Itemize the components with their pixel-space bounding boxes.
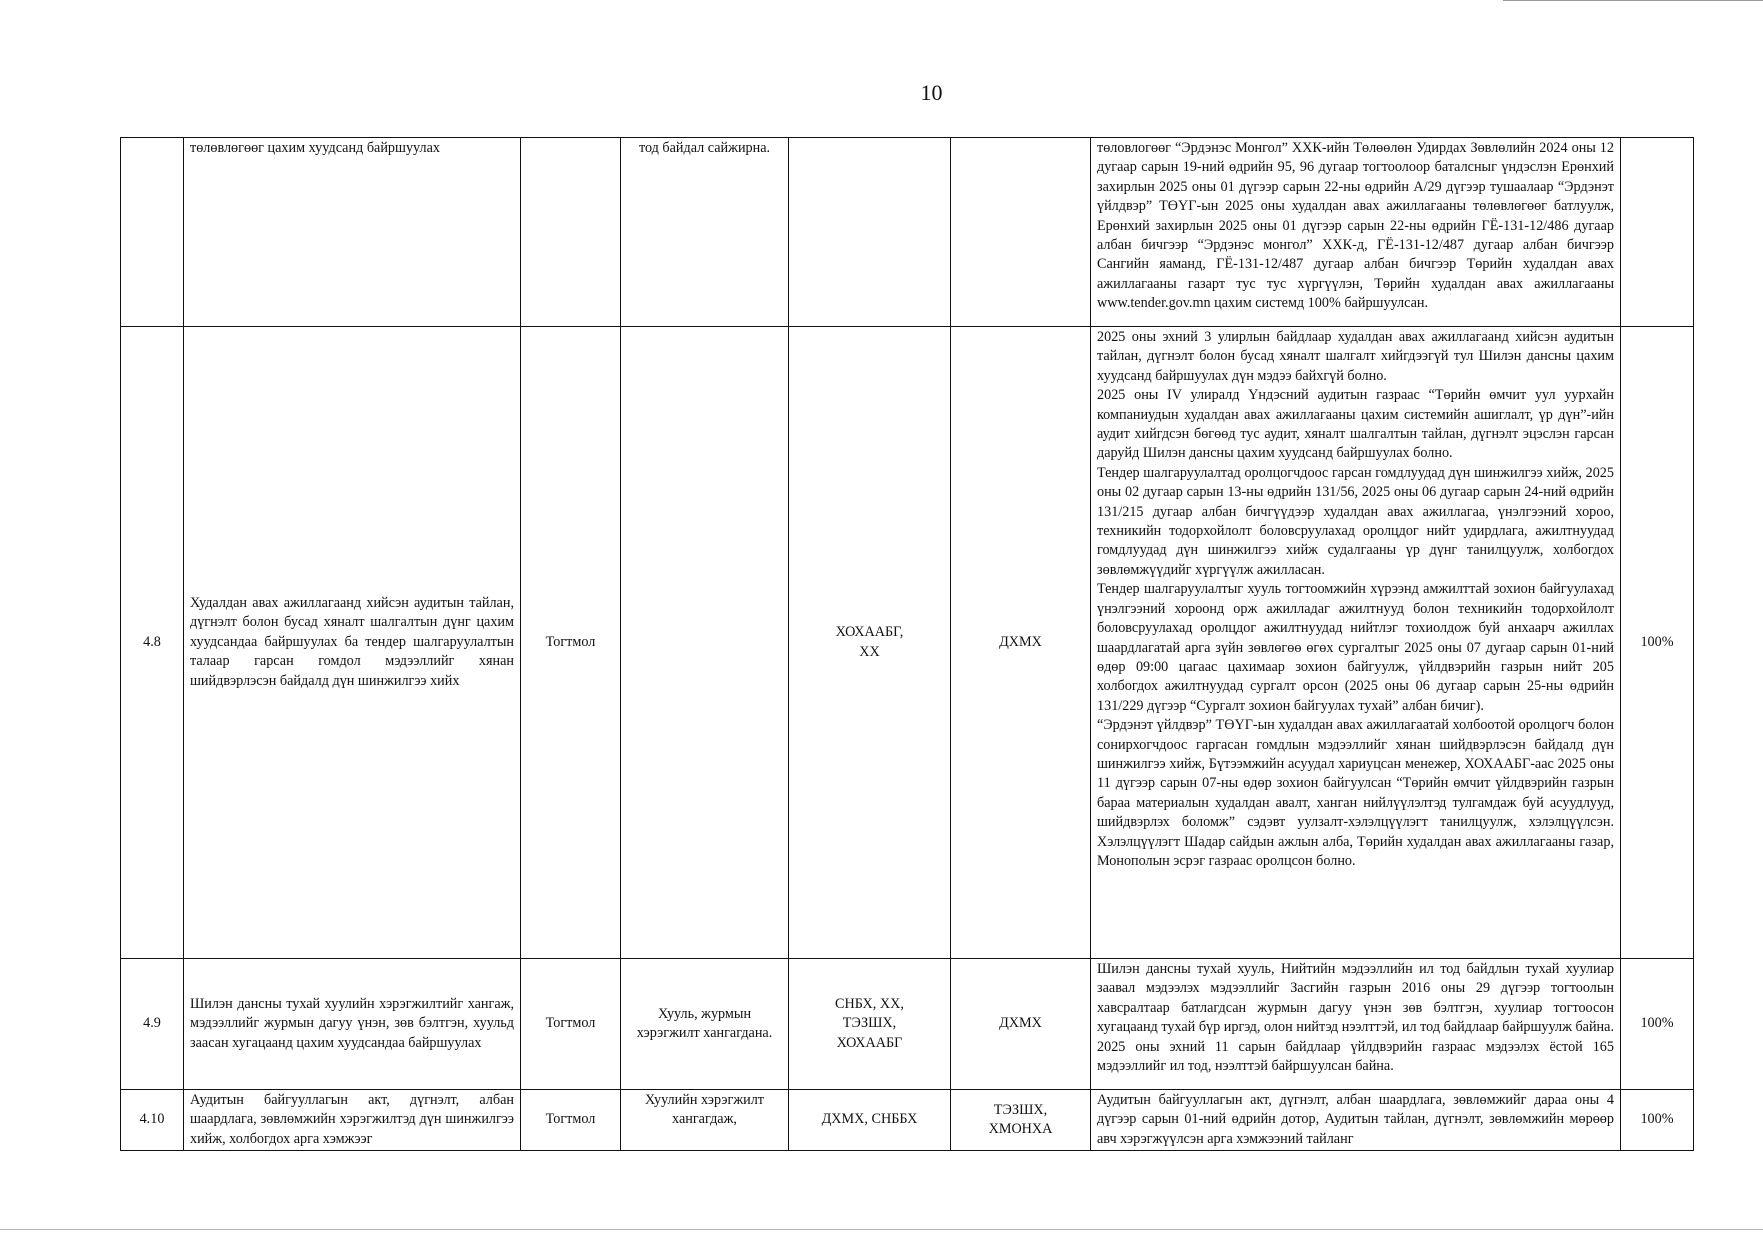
scan-edge-line — [1503, 0, 1763, 2]
outcome-cell: Хууль, журмын хэрэгжилт хангагдана. — [621, 959, 789, 1090]
progress-paragraph: 2025 оны IV улиралд Үндэсний аудитын газраас “Төрийн өмчит уул уурхайн компаниудын худалдан авах ажиллагааны цахим системийн ашиглалт, үр дүн”-ийн аудит хийгдсэн бөгөөд тус аудит, хяналт шалгалтын тайлан, дүгнэлт эцэслэн гарсан даруйд Шилэн дансны цахим хуудсанд байршуулах болно. — [1097, 387, 1614, 462]
percent-cell — [1621, 138, 1694, 327]
outcome-cell — [621, 327, 789, 959]
responsible-cell: СНБХ, ХХ, ТЭЗШХ, ХОХААБГ — [789, 959, 951, 1090]
coordinator-cell — [951, 138, 1091, 327]
progress-paragraph: Тендер шалгаруулалтад оролцогчдоос гарсан гомдлуудад дүн шинжилгээ хийж, 2025 оны 02 дугаар сарын 13-ны өдрийн 131/56, 2025 оны 06 дугаар сарын 24-ний өдрийн 131/215 дугаар албан бичгүүдээр худалдан авах ажиллагаа, үнэлгээний хороо, техникийн тодорхойлолт боловсруулахад оролцдог нийт удирдлага, ажилтнуудад гомдлуудад дүн шинжилгээ хийж судалгааны үр дүнг танилцуулж, холбогдох зөвлөмжүүдийг хүргүүлж ажилласан. — [1097, 464, 1614, 578]
term-cell: Тогтмол — [521, 1090, 621, 1151]
responsible-cell — [789, 138, 951, 327]
coordinator-cell: ДХМХ — [951, 959, 1091, 1090]
table-row — [121, 1090, 1694, 1151]
scan-edge-line — [0, 1229, 1763, 1230]
term-cell — [521, 138, 621, 327]
progress-paragraph: Шилэн дансны тухай хууль, Нийтийн мэдээллийн ил тод байдлын тухай хуулиар заавал мэдээлэх мэдээллийг Засгийн газрын 2016 оны 29 дүгээр тогтоолын хавсралтаар батлагдсан журмын дагуу үнэн зөв бэлтгэн, хуулиар тогтоосон хугацаанд тухай бүр иргэд, олон нийтэд нээлттэй, ил тод байдлаар байршуулж байна. 2025 оны эхний 11 сарын байдлаар үйлдвэрийн газраас мэдээлэх ёстой 165 мэдээллийг ил тод, нээлттэй байршуулсан байна. — [1097, 961, 1614, 1075]
row-number — [121, 138, 184, 327]
table-row — [121, 327, 1694, 959]
row-number: 4.9 — [121, 959, 184, 1090]
percent-cell: 100% — [1621, 1090, 1694, 1151]
progress-paragraph: 2025 оны эхний 3 улирлын байдлаар худалдан авах ажиллагаанд хийсэн аудитын тайлан, дүгнэлт болон бусад хяналт шалгалт хийгдээгүй тул Шилэн дансны цахим хуудсанд байршуулах дүн мэдээ байхгүй болно. — [1097, 329, 1614, 384]
task-cell: Аудитын байгууллагын акт, дүгнэлт, албан шаардлага, зөвлөмжийн хэрэгжилтэд дүн шинжилгээ хийж, холбогдох арга хэмжээг — [184, 1090, 521, 1151]
task-cell: Шилэн дансны тухай хуулийн хэрэгжилтийг хангаж, мэдээллийг журмын дагуу үнэн, зөв бэлтгэн, хуульд заасан хугацаанд цахим хуудсандаа байршуулах — [184, 959, 521, 1090]
coordinator-cell: ДХМХ — [951, 327, 1091, 959]
responsible-cell: ХОХААБГ, ХХ — [789, 327, 951, 959]
progress-paragraph: Тендер шалгаруулалтыг хууль тогтоомжийн хүрээнд амжилттай зохион байгуулахад үнэлгээний хороонд орж ажилладаг ажилтнууд болон техникийн тодорхойлолт боловсруулахад оролцдог ажилтнуудад нийтлэг тохиолдож буй анхаарч ажиллах шаардлагатай арга зүйн зөвлөгөө өгөх сургалтыг 2025 оны 07 дугаар сарын 01-ний өдөр 09:00 цагаас цахимаар зохион байгуулж, үйлдвэрийн газрын нийт 205 холбогдох ажилтнуудад сургалт орсон (2025 оны 06 дугаар сарын 25-ны өдрийн 131/229 дүгээр “Сургалт зохион байгуулах тухай” албан бичиг). — [1097, 581, 1614, 714]
task-cell: төлөвлөгөөг цахим хуудсанд байршуулах — [184, 138, 521, 327]
progress-cell — [1091, 959, 1621, 1090]
coordinator-cell: ТЭЗШХ, ХМОНХА — [951, 1090, 1091, 1151]
progress-paragraph: “Эрдэнэт үйлдвэр” ТӨҮГ-ын худалдан авах ажиллагаатай холбоотой оролцогч болон сонирхогчдоос гаргасан гомдлын мэдээллийг хянан шийдвэрлэсэн байдалд дүн шинжилгээ хийж, Бүтээмжийн асуудал хариуцсан менежер, ХОХААБГ-аас 2025 оны 11 дүгээр сарын 07-ны өдөр зохион байгуулсан “Төрийн өмчит үйлдвэрийн газрын бараа материалын худалдан авалт, ханган нийлүүлэлтэд тулгамдаж буй асуудлууд, шийдвэрлэх боломж” сэдэвт уулзалт-хэлэлцүүлэгт танилцуулж, хэлэлцүүлсэн. Хэлэлцүүлэгт Шадар сайдын ажлын алба, Төрийн худалдан авах ажиллагааны газар, Монополын эсрэг газраас оролцсон болно. — [1097, 717, 1614, 869]
row-number: 4.10 — [121, 1090, 184, 1151]
progress-cell — [1091, 138, 1621, 327]
table-row — [121, 138, 1694, 327]
progress-paragraph: Аудитын байгууллагын акт, дүгнэлт, албан шаардлага, зөвлөмжийг дараа оны 4 дүгээр сарын 01-ний өдрийн дотор, Аудитын тайлан, дүгнэлт, зөвлөмжийн мөрөөр авч хэрэгжүүлсэн арга хэмжээний тайланг — [1097, 1092, 1614, 1147]
percent-cell: 100% — [1621, 327, 1694, 959]
term-cell: Тогтмол — [521, 327, 621, 959]
action-plan-table — [120, 137, 1694, 1151]
progress-cell — [1091, 1090, 1621, 1151]
outcome-cell: Хуулийн хэрэгжилт хангагдаж, — [621, 1090, 789, 1151]
term-cell: Тогтмол — [521, 959, 621, 1090]
row-number: 4.8 — [121, 327, 184, 959]
progress-paragraph: төловлогөөг “Эрдэнэс Монгол” ХХК-ийн Төлөөлөн Удирдах Зөвлөлийн 2024 оны 12 дугаар сарын 19-ний өдрийн 95, 96 дугаар тогтоолоор баталсныг үндэслэн Ерөнхий захирлын 2025 оны 01 дүгээр сарын 22-ны өдрийн А/29 дүгээр тушаалаар “Эрдэнэт үйлдвэр” ТӨҮГ-ын 2025 оны худалдан авах ажиллагааны төлөвлөгөөг батлуулж, Ерөнхий захирлын 2025 оны 01 дүгээр сарын 22-ны өдрийн ГЁ-131-12/486 дугаар албан бичгээр “Эрдэнэс монгол” ХХК-д, ГЁ-131-12/487 дугаар албан бичгээр Сангийн яаманд, ГЁ-131-12/487 дугаар албан бичгээр Төрийн худалдан авах ажиллагааны газарт тус тус хүргүүлэн, Төрийн худалдан авах ажиллагааны www.tender.gov.mn цахим системд 100% байршуулсан. — [1097, 140, 1614, 312]
progress-cell — [1091, 327, 1621, 959]
responsible-cell: ДХМХ, СНББХ — [789, 1090, 951, 1151]
outcome-cell: тод байдал сайжирна. — [621, 138, 789, 327]
page-number: 10 — [920, 80, 943, 105]
table-row — [121, 959, 1694, 1090]
task-cell: Худалдан авах ажиллагаанд хийсэн аудитын тайлан, дүгнэлт болон бусад хяналт шалгалтын дүнг цахим хуудсандаа байршуулах ба тендер шалгаруулалтын талаар гарсан гомдол мэдээллийг хянан шийдвэрлэсэн байдалд дүн шинжилгээ хийх — [184, 327, 521, 959]
percent-cell: 100% — [1621, 959, 1694, 1090]
